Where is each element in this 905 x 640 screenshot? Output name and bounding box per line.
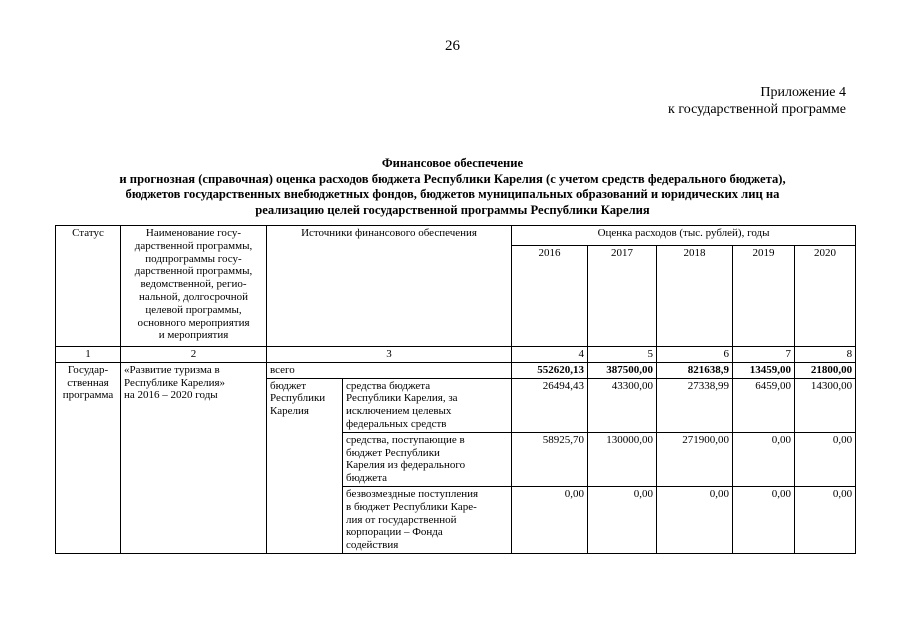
budget-label: бюджет Республики Карелия [267, 378, 343, 553]
year-2018: 2018 [657, 246, 733, 347]
value-cell: 14300,00 [795, 378, 856, 432]
total-value: 552620,13 [512, 362, 588, 378]
header-estimate: Оценка расходов (тыс. рублей), годы [512, 226, 856, 246]
column-number: 2 [121, 347, 267, 363]
title-line-2: и прогнозная (справочная) оценка расходов бюджета Республики Карелия (с учетом средств федерального бюджета), [119, 171, 786, 186]
source-label: средства бюджета Республики Карелия, за исключением целевых федеральных средств [343, 378, 512, 432]
value-cell: 0,00 [795, 432, 856, 486]
column-number: 6 [657, 347, 733, 363]
value-cell: 0,00 [512, 486, 588, 553]
year-2020: 2020 [795, 246, 856, 347]
column-number: 4 [512, 347, 588, 363]
column-number-row [56, 347, 856, 363]
value-cell: 0,00 [588, 486, 657, 553]
financing-table [55, 225, 856, 554]
value-cell: 58925,70 [512, 432, 588, 486]
title-line-3: бюджетов государственных внебюджетных фондов, бюджетов муниципальных образований и юридических лиц на [125, 187, 780, 201]
total-label: всего [267, 362, 512, 378]
value-cell: 27338,99 [657, 378, 733, 432]
value-cell: 0,00 [795, 486, 856, 553]
page-number: 26 [445, 38, 460, 54]
appendix-line-2: к государственной программе [668, 102, 846, 117]
document-title [40, 156, 865, 218]
total-value: 821638,9 [657, 362, 733, 378]
total-value: 21800,00 [795, 362, 856, 378]
value-cell: 6459,00 [733, 378, 795, 432]
program-name: «Развитие туризма в Республике Карелия» на 2016 – 2020 годы [121, 362, 267, 553]
header-row [56, 226, 856, 246]
year-2017: 2017 [588, 246, 657, 347]
header-status: Статус [56, 226, 121, 347]
value-cell: 26494,43 [512, 378, 588, 432]
column-number: 7 [733, 347, 795, 363]
year-2016: 2016 [512, 246, 588, 347]
appendix-label [668, 84, 846, 118]
total-value: 13459,00 [733, 362, 795, 378]
title-line-4: реализацию целей государственной программы Республики Карелия [255, 202, 650, 217]
value-cell: 43300,00 [588, 378, 657, 432]
value-cell: 0,00 [733, 432, 795, 486]
source-label: безвозмездные поступления в бюджет Республики Каре- лия от государственной корпорации – Фонда содействия [343, 486, 512, 553]
value-cell: 0,00 [657, 486, 733, 553]
header-sources: Источники финансового обеспечения [267, 226, 512, 347]
value-cell: 130000,00 [588, 432, 657, 486]
program-status: Государ- ственная программа [56, 362, 121, 553]
column-number: 3 [267, 347, 512, 363]
total-value: 387500,00 [588, 362, 657, 378]
title-line-1: Финансовое обеспечение [381, 156, 524, 170]
column-number: 5 [588, 347, 657, 363]
column-number: 1 [56, 347, 121, 363]
source-label: средства, поступающие в бюджет Республики Карелия из федерального бюджета [343, 432, 512, 486]
value-cell: 0,00 [733, 486, 795, 553]
value-cell: 271900,00 [657, 432, 733, 486]
appendix-line-1: Приложение 4 [760, 85, 846, 100]
header-name: Наименование госу- дарственной программы, подпрограммы госу- дарственной программы, ведомственной, регио- нальной, долгосрочной целевой программы, основного мероприятия и мероприятия [121, 226, 267, 347]
total-row [56, 362, 856, 378]
column-number: 8 [795, 347, 856, 363]
year-2019: 2019 [733, 246, 795, 347]
